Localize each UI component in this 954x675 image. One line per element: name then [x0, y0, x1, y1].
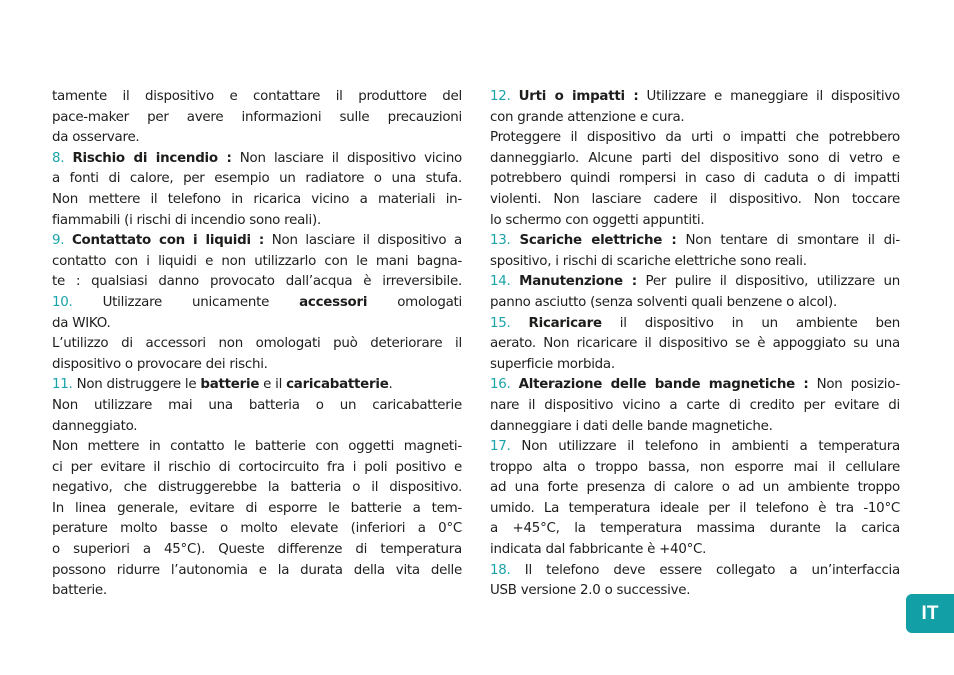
text-line [490, 314, 900, 335]
text-line [490, 190, 900, 211]
item-number: 15. [490, 315, 529, 331]
text-line [490, 149, 900, 170]
bold-term: Manutenzione : [519, 274, 637, 290]
text-segment: pace-maker per avere informazioni sulle precauzioni [52, 109, 462, 125]
text-line [490, 293, 900, 314]
text-segment: Non mettere il telefono in ricarica vicino a materiali in- [52, 191, 462, 207]
text-segment: a +45°C, la temperatura massima durante la carica [490, 521, 900, 537]
text-line [52, 396, 462, 417]
text-line [52, 355, 462, 376]
text-segment: Il telefono deve essere collegato a un’interfaccia [524, 562, 900, 578]
item-number: 8. [52, 150, 73, 166]
text-line [490, 561, 900, 582]
text-line [490, 252, 900, 273]
text-line [52, 128, 462, 149]
text-segment: ci per evitare il rischio di cortocircuito fra i poli positivo e [52, 459, 462, 475]
text-line [52, 581, 462, 602]
text-segment: spositivo, i rischi di scariche elettriche sono reali. [490, 253, 807, 269]
text-line [52, 540, 462, 561]
text-segment: lo schermo con oggetti appuntiti. [490, 212, 705, 228]
text-line [490, 128, 900, 149]
item-number: 10. [52, 294, 103, 310]
text-segment: Non lasciare il dispositivo a [264, 233, 462, 249]
text-segment: omologati [367, 294, 462, 310]
left-text-column [52, 87, 462, 602]
text-segment: Utilizzare e maneggiare il dispositivo [638, 89, 900, 104]
text-line [52, 499, 462, 520]
text-segment: dispositivo o provocare dei rischi. [52, 356, 268, 372]
text-segment: violenti. Non lasciare cadere il dispositivo. Non toccare [490, 191, 900, 207]
text-line [490, 169, 900, 190]
text-segment: Non distruggere le [76, 377, 201, 393]
text-line [52, 561, 462, 582]
bold-term: caricabatterie [286, 377, 389, 393]
item-number: 18. [490, 562, 525, 578]
text-segment: panno asciutto (senza solventi quali benzene o alcol). [490, 294, 838, 310]
text-segment: USB versione 2.0 o successive. [490, 583, 691, 599]
text-line [52, 87, 462, 108]
text-segment: danneggiato. [52, 418, 138, 434]
text-segment: Non lasciare il dispositivo vicino [231, 150, 463, 166]
item-number: 16. [490, 377, 519, 393]
text-segment: o superiori a 45°C). Queste differenze di temperatura [52, 542, 462, 558]
text-segment: con grande attenzione e cura. [490, 109, 685, 125]
language-tab-label: IT [921, 603, 939, 624]
text-line [490, 458, 900, 479]
bold-term: batterie [200, 377, 260, 393]
text-line [52, 231, 462, 252]
text-line [490, 231, 900, 252]
bold-term: Contattato con i liquidi : [71, 233, 265, 249]
text-segment: indicata dal fabbricante è +40°C. [490, 542, 707, 558]
text-line [52, 149, 462, 170]
text-segment: da osservare. [52, 130, 140, 146]
text-segment: In linea generale, evitare di esporre le batterie a tem- [52, 500, 462, 516]
text-segment: danneggiarlo. Alcune parti del dispositivo sono di vetro e [490, 150, 900, 166]
item-number: 13. [490, 233, 520, 249]
text-line [490, 375, 900, 396]
text-segment: Utilizzare unicamente [102, 294, 300, 310]
text-segment: Proteggere il dispositivo da urti o impatti che potrebbero [490, 130, 900, 146]
bold-term: accessori [299, 294, 368, 310]
text-segment: batterie. [52, 583, 107, 599]
text-segment: superficie morbida. [490, 356, 615, 372]
text-segment: e il [259, 377, 287, 393]
text-line [490, 478, 900, 499]
text-segment: negativo, che distruggerebbe la batteria o il dispositivo. [52, 480, 462, 496]
text-line [52, 169, 462, 190]
text-line [52, 417, 462, 438]
language-tab [906, 594, 954, 633]
text-segment: Non utilizzare mai una batteria o un caricabatterie [52, 397, 462, 413]
text-line [52, 293, 462, 314]
text-segment: a fonti di calore, per esempio un radiatore o una stufa. [52, 171, 462, 187]
text-segment: Non tentare di smontare il di- [676, 233, 900, 249]
text-line [52, 437, 462, 458]
text-line [52, 478, 462, 499]
text-segment: Non utilizzare il telefono in ambienti a temperatura [521, 439, 900, 455]
text-line [52, 272, 462, 293]
text-line [490, 211, 900, 232]
item-number: 17. [490, 439, 522, 455]
text-line [490, 437, 900, 458]
text-segment: aerato. Non ricaricare il dispositivo se è appoggiato su una [490, 336, 900, 352]
text-segment: danneggiare i dati delle bande magnetiche. [490, 418, 773, 434]
text-segment: umido. La temperatura ideale per il telefono è tra -10°C [490, 500, 900, 516]
text-line [490, 396, 900, 417]
item-number: 11. [52, 377, 77, 393]
text-segment: potrebbero quindi rompersi in caso di caduta o di impatti [490, 171, 900, 187]
text-segment: ad una forte presenza di calore o ad un ambiente troppo [490, 480, 900, 496]
text-segment: Non posizio- [808, 377, 901, 393]
text-line [52, 108, 462, 129]
text-line [490, 581, 900, 602]
text-line [52, 252, 462, 273]
item-number: 9. [52, 233, 72, 249]
text-line [52, 314, 462, 335]
text-segment: da WIKO. [52, 315, 111, 331]
text-segment: nare il dispositivo vicino a carte di credito per evitare di [490, 397, 900, 413]
text-segment: troppo alta o troppo bassa, non esporre mai il cellulare [490, 459, 900, 475]
text-line [490, 272, 900, 293]
text-segment: L’utilizzo di accessori non omologati può deteriorare il [52, 336, 462, 352]
bold-term: Rischio di incendio : [72, 150, 232, 166]
item-number: 14. [490, 274, 520, 290]
right-text-column [490, 87, 900, 602]
text-line [490, 417, 900, 438]
text-line [490, 355, 900, 376]
text-line [52, 375, 462, 396]
bold-term: Ricaricare [528, 315, 602, 331]
text-line [52, 334, 462, 355]
text-line [490, 87, 900, 108]
text-line [52, 211, 462, 232]
text-segment: . [388, 377, 393, 393]
item-number: 12. [490, 89, 519, 104]
bold-term: Urti o impatti : [518, 89, 639, 104]
text-segment: perature molto basse o molto elevate (inferiori a 0°C [52, 521, 462, 537]
text-line [52, 519, 462, 540]
text-line [490, 108, 900, 129]
text-line [490, 334, 900, 355]
bold-term: Alterazione delle bande magnetiche : [518, 377, 809, 393]
text-line [490, 519, 900, 540]
text-line [490, 499, 900, 520]
text-line [52, 190, 462, 211]
bold-term: Scariche elettriche : [519, 233, 677, 249]
text-segment: Non mettere in contatto le batterie con oggetti magneti- [52, 439, 462, 455]
text-segment: possono ridurre l’autonomia e la durata della vita delle [52, 562, 462, 578]
text-segment: Per pulire il dispositivo, utilizzare un [636, 274, 900, 290]
text-segment: fiammabili (i rischi di incendio sono reali). [52, 212, 321, 228]
text-segment: il dispositivo in un ambiente ben [601, 315, 900, 331]
text-line [52, 458, 462, 479]
text-segment: tamente il dispositivo e contattare il produttore del [52, 89, 462, 104]
text-line [490, 540, 900, 561]
text-segment: te : qualsiasi danno provocato dall’acqua è irreversibile. [52, 274, 462, 290]
text-segment: contatto con i liquidi e non utilizzarlo con le mani bagna- [52, 253, 462, 269]
